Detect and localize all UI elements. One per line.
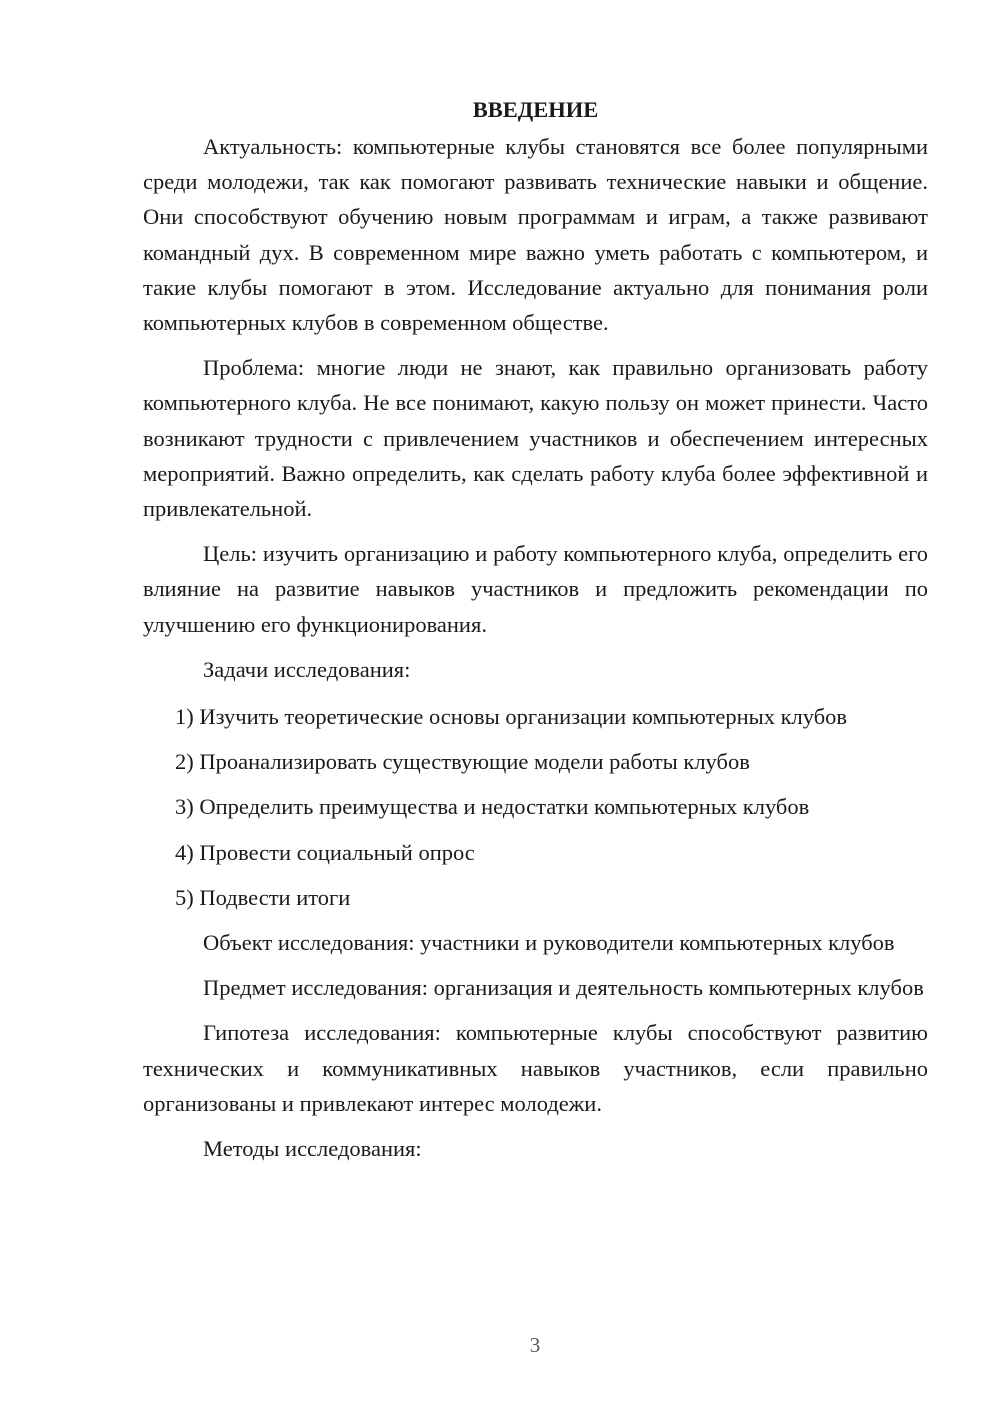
paragraph-subject: Предмет исследования: организация и деятельность компьютерных клубов [203, 975, 924, 1001]
list-item: 4) Провести социальный опрос [175, 839, 475, 865]
page-number: 3 [529, 1333, 541, 1357]
list-item: 1) Изучить теоретические основы организации компьютерных клубов [175, 704, 848, 730]
tasks-title: Задачи исследования: [203, 656, 411, 682]
paragraph-goal: Цель: изучить организацию и работу компьютерного клуба, определить его влияние на развитие навыков участников и предложить рекомендации по улучшению его функционирования. [143, 541, 928, 637]
section-heading: ВВЕДЕНИЕ [472, 97, 599, 122]
paragraph-relevance: Актуальность: компьютерные клубы становятся все более популярными среди молодежи, так как помогают развивать технические навыки и общение. Они способствуют обучению новым программам и играм, а также развивают командный дух. В современном мире важно уметь работать с компьютером, и такие клубы помогают в этом. Исследование актуально для понимания роли компьютерных клубов в современном обществе. [143, 134, 928, 336]
paragraph-hypothesis: Гипотеза исследования: компьютерные клубы способствуют развитию технических и коммуникативных навыков участников, если правильно организованы и привлекают интерес молодежи. [143, 1020, 928, 1116]
tasks-list [143, 699, 928, 915]
page-content [143, 92, 928, 1176]
paragraph-methods: Методы исследования: [203, 1136, 422, 1162]
list-item: 5) Подвести итоги [175, 884, 351, 910]
list-item: 3) Определить преимущества и недостатки компьютерных клубов [175, 794, 810, 820]
list-item: 2) Проанализировать существующие модели работы клубов [175, 749, 750, 775]
paragraph-object: Объект исследования: участники и руководители компьютерных клубов [203, 930, 895, 956]
paragraph-problem: Проблема: многие люди не знают, как правильно организовать работу компьютерного клуба. Не все понимают, какую пользу он может принести. Часто возникают трудности с привлечением участников и обеспечением интересных мероприятий. Важно определить, как сделать работу клуба более эффективной и привлекательной. [143, 355, 928, 522]
